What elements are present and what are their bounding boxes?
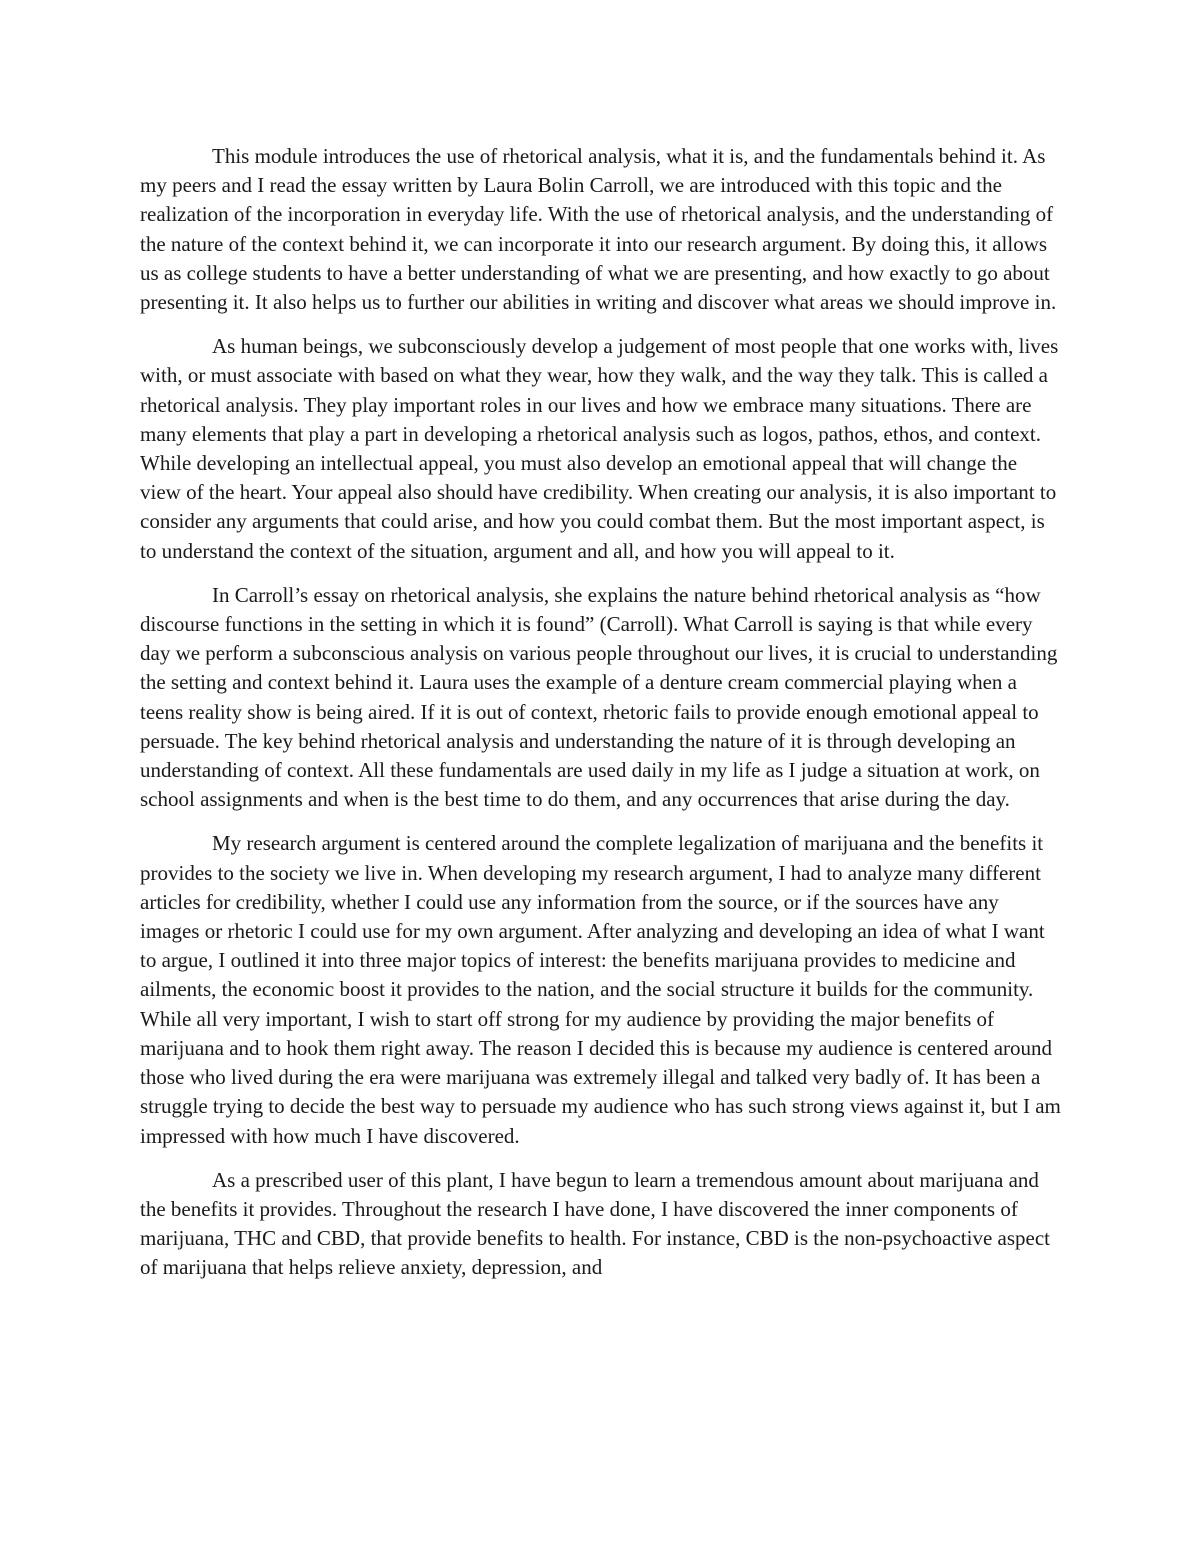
paragraph-5: As a prescribed user of this plant, I have begun to learn a tremendous amount about marijuana and the benefits it provides. Throughout the research I have done, I have discovered the inner components of marijuana, THC and CBD, that provide benefits to health. For instance, CBD is the non-psychoactive aspect of marijuana that helps relieve anxiety, depression, and — [140, 1167, 1050, 1280]
paragraph-1: This module introduces the use of rhetorical analysis, what it is, and the fundamentals behind it. As my peers and I read the essay written by Laura Bolin Carroll, we are introduced with this topic and the realization of the incorporation in everyday life. With the use of rhetorical analysis, and the understanding of the nature of the context behind it, we can incorporate it into our research argument. By doing this, it allows us as college students to have a better understanding of what we are presenting, and how exactly to go about presenting it. It also helps us to further our abilities in writing and discover what areas we should improve in. — [140, 144, 1057, 315]
paragraph-2: As human beings, we subconsciously develop a judgement of most people that one works with, lives with, or must associate with based on what they wear, how they walk, and the way they talk. This is called a rhetorical analysis. They play important roles in our lives and how we embrace many situations. There are many elements that play a part in developing a rhetorical analysis such as logos, pathos, ethos, and context. While developing an intellectual appeal, you must also develop an emotional appeal that will change the view of the heart. Your appeal also should have credibility. When creating our analysis, it is also important to consider any arguments that could arise, and how you could combat them. But the most important aspect, is to understand the context of the situation, argument and all, and how you will appeal to it. — [140, 334, 1059, 563]
paragraph-3: In Carroll’s essay on rhetorical analysis, she explains the nature behind rhetorical analysis as “how discourse functions in the setting in which it is found” (Carroll). What Carroll is saying is that while every day we perform a subconscious analysis on various people throughout our lives, it is crucial to understanding the setting and context behind it. Laura uses the example of a denture cream commercial playing when a teens reality show is being aired. If it is out of context, rhetoric fails to provide enough emotional appeal to persuade. The key behind rhetorical analysis and understanding the nature of it is through developing an understanding of context. All these fundamentals are used daily in my life as I judge a situation at work, on school assignments and when is the best time to do them, and any occurrences that arise during the day. — [140, 582, 1058, 812]
paragraph-4: My research argument is centered around the complete legalization of marijuana and the benefits it provides to the society we live in. When developing my research argument, I had to analyze many different articles for credibility, whether I could use any information from the source, or if the sources have any images or rhetoric I could use for my own argument. After analyzing and developing an idea of what I want to argue, I outlined it into three major topics of interest: the benefits marijuana provides to medicine and ailments, the economic boost it provides to the nation, and the social structure it builds for the community. While all very important, I wish to start off strong for my audience by providing the major benefits of marijuana and to hook them right away. The reason I decided this is because my audience is centered around those who lived during the era were marijuana was extremely illegal and talked very badly of. It has been a struggle trying to decide the best way to persuade my audience who has such strong views against it, but I am impressed with how much I have discovered. — [140, 831, 1061, 1148]
essay-body — [140, 142, 1062, 1283]
